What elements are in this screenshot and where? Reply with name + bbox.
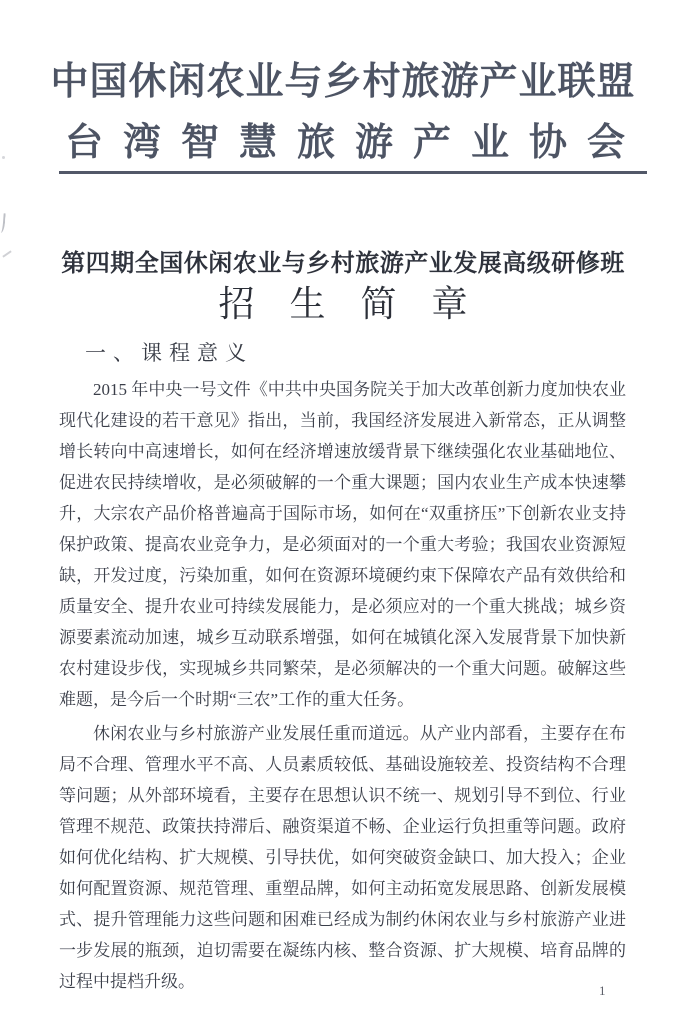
page-number: 1 xyxy=(599,983,606,998)
section-heading-course-significance: 一、课程意义 xyxy=(85,341,253,365)
body-text xyxy=(59,374,626,1000)
doc-subtitle: 招 生 简 章 xyxy=(218,284,481,324)
course-title: 第四期全国休闲农业与乡村旅游产业发展高级研修班 xyxy=(61,250,625,277)
scan-artifact xyxy=(0,213,6,233)
org-title-line2-wrap xyxy=(0,121,686,174)
paragraph-2: 休闲农业与乡村旅游产业发展任重而道远。从产业内部看，主要存在布局不合理、管理水平不高、人员素质较低、基础设施较差、投资结构不合理等问题；从外部环境看，主要存在思想认识不统一、规划引导不到位、行业管理不规范、政策扶持滞后、融资渠道不畅、企业运行负担重等问题。政府如何优化结构、扩大规模、引导扶优，如何突破资金缺口、加大投入；企业如何配置资源、规范管理、重塑品牌，如何主动拓宽发展思路、创新发展模式、提升管理能力这些问题和困难已经成为制约休闲农业与乡村旅游产业进一步发展的瓶颈，迫切需要在凝练内核、整合资源、扩大规模、培育品牌的过程中提档升级。 xyxy=(59,724,626,991)
org-title-line2: 台湾智慧旅游产业协会 xyxy=(59,121,647,174)
doc-subtitle-wrap xyxy=(0,283,686,325)
paragraph-1: 2015 年中央一号文件《中共中央国务院关于加大改革创新力度加快农业现代化建设的若干意见》指出，当前，我国经济发展进入新常态，正从调整增长转向中高速增长，如何在经济增速放缓背景下继续强化农业基础地位、促进农民持续增收，是必须破解的一个重大课题；国内农业生产成本快速攀升，大宗农产品价格普遍高于国际市场，如何在“双重挤压”下创新农业支持保护政策、提高农业竞争力，是必须面对的一个重大考验；我国农业资源短缺，开发过度，污染加重，如何在资源环境硬约束下保障农产品有效供给和质量安全、提升农业可持续发展能力，是必须应对的一个重大挑战；城乡资源要素流动加速，城乡互动联系增强，如何在城镇化深入发展背景下加快新农村建设步伐，实现城乡共同繁荣，是必须解决的一个重大问题。破解这些难题，是今后一个时期“三农”工作的重大任务。 xyxy=(59,380,626,709)
scan-artifact xyxy=(2,156,5,159)
org-title-line1: 中国休闲农业与乡村旅游产业联盟 xyxy=(50,61,636,103)
